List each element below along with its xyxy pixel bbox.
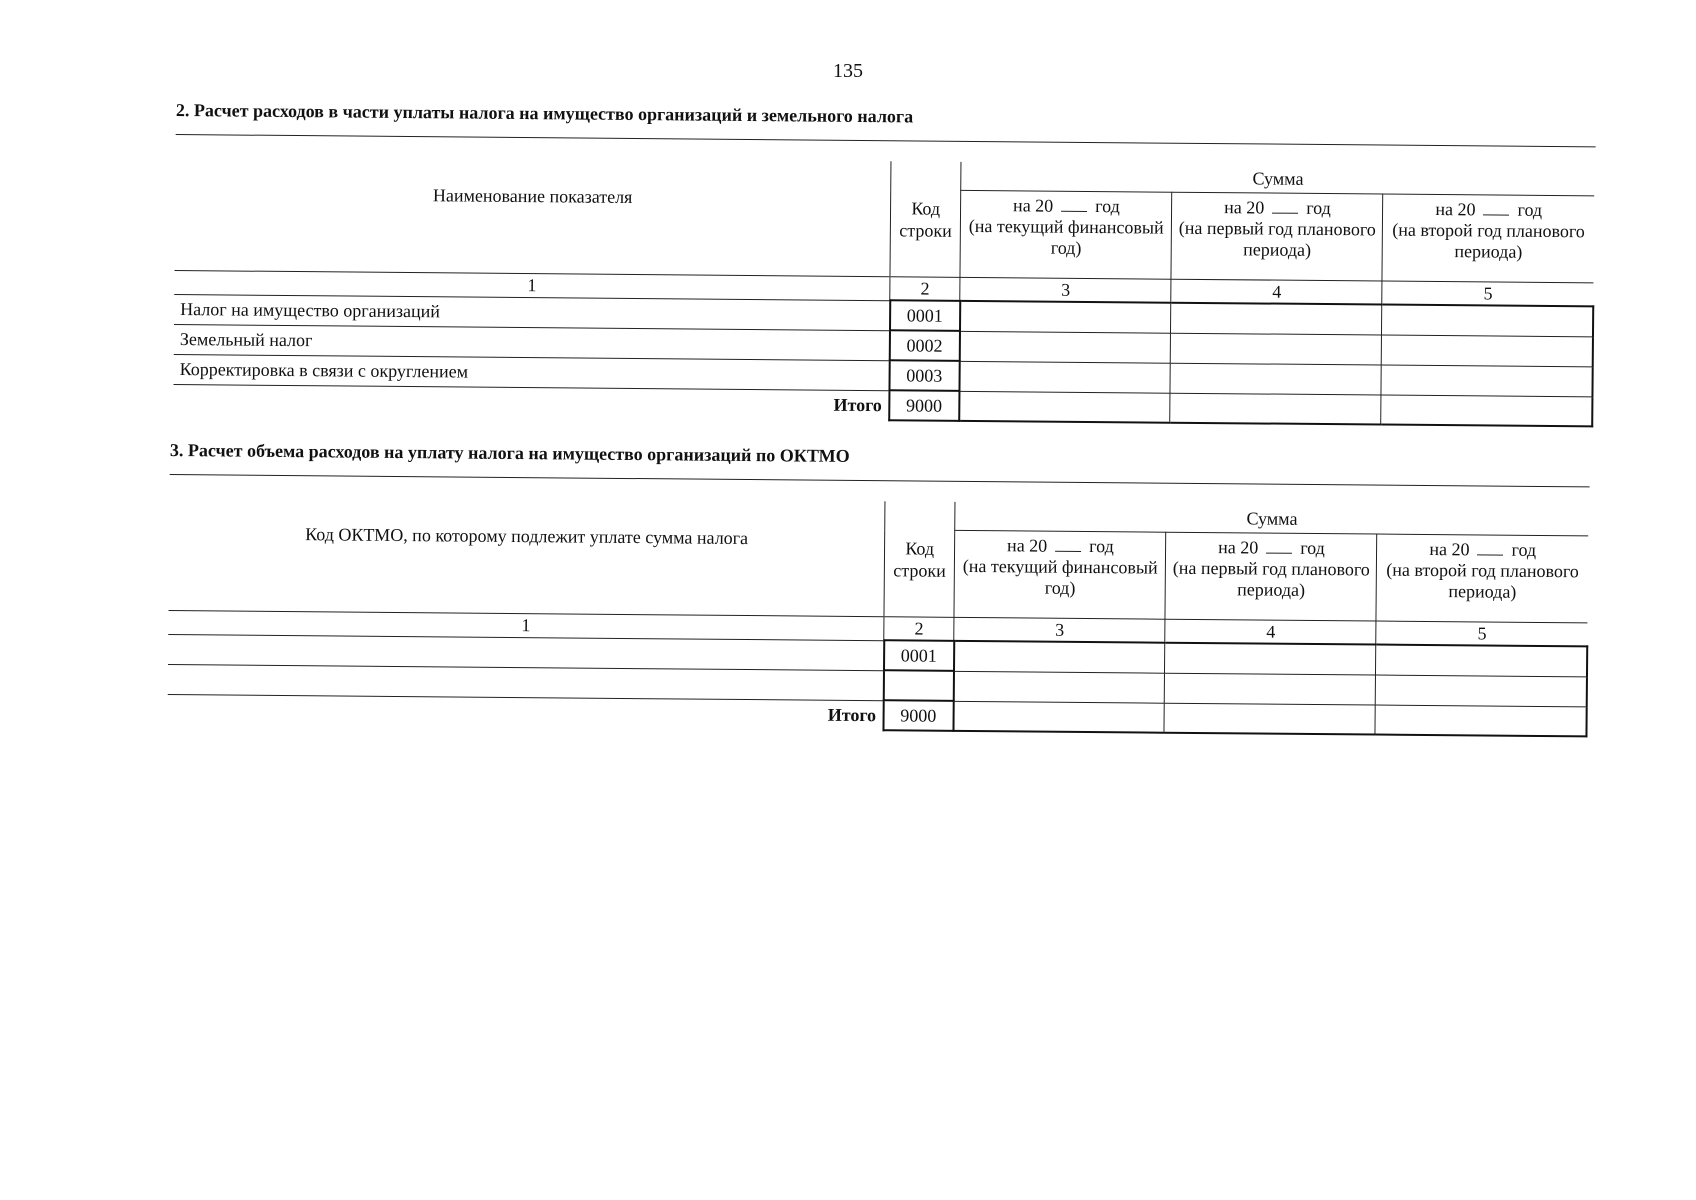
year-suffix: год [1300, 537, 1325, 559]
value-cell[interactable] [1376, 645, 1587, 677]
year-note: (на второй год планового периода) [1386, 559, 1579, 602]
total-value-cell[interactable] [953, 701, 1164, 733]
value-cell[interactable] [1381, 365, 1592, 397]
column-number: 5 [1382, 281, 1593, 306]
total-value-cell[interactable] [959, 391, 1170, 423]
row-code: 0003 [889, 360, 960, 391]
header-indicator-name: Наименование показателя [174, 155, 890, 277]
year-prefix: на 20 [1013, 195, 1054, 216]
year-prefix: на 20 [1429, 538, 1470, 560]
header-year-plan-2 [1376, 534, 1588, 623]
total-code: 9000 [883, 700, 954, 731]
year-prefix: на 20 [1435, 198, 1476, 220]
column-number: 5 [1376, 621, 1587, 646]
header-year-plan-1 [1171, 192, 1383, 281]
year-note: (на первый год планового периода) [1172, 557, 1370, 600]
year-suffix: год [1089, 536, 1114, 557]
year-note: (на первый год планового периода) [1178, 217, 1376, 260]
column-number: 4 [1165, 619, 1376, 644]
value-cell[interactable] [959, 361, 1170, 393]
header-row-code: Код строки [884, 501, 955, 617]
value-cell[interactable] [954, 641, 1165, 673]
header-row-code: Код строки [890, 161, 961, 277]
section-title: 3. Расчет объема расходов на уплату налога на имущество организаций по ОКТМО [170, 438, 1590, 487]
row-label: Корректировка в связи с округлением [174, 354, 890, 390]
header-year-plan-2 [1382, 194, 1594, 283]
section-title: 2. Расчет расходов в части уплаты налога на имущество организаций и земельного налога [176, 98, 1596, 147]
value-cell[interactable] [1382, 335, 1593, 367]
row-code: 0001 [890, 300, 961, 331]
value-cell[interactable] [954, 671, 1165, 703]
column-number: 1 [168, 610, 884, 640]
column-number: 3 [960, 277, 1171, 302]
year-suffix: год [1095, 196, 1120, 217]
year-suffix: год [1517, 199, 1543, 220]
total-label: Итого [827, 704, 877, 725]
total-value-cell[interactable] [1164, 703, 1375, 735]
value-cell[interactable] [1171, 333, 1382, 365]
year-suffix: год [1511, 539, 1537, 560]
column-number: 1 [174, 270, 890, 300]
total-value-cell[interactable] [1170, 393, 1381, 425]
header-year-current [954, 530, 1166, 619]
tax-calculation-table [173, 155, 1595, 427]
year-blank [1266, 541, 1292, 554]
year-blank [1055, 539, 1081, 552]
column-number: 4 [1171, 279, 1382, 304]
value-cell[interactable] [1382, 305, 1593, 337]
value-cell[interactable] [1165, 673, 1376, 705]
year-prefix: на 20 [1218, 537, 1259, 558]
row-code: 0002 [889, 330, 960, 361]
section-property-land-tax [173, 98, 1596, 427]
value-cell[interactable] [1165, 643, 1376, 675]
year-note: (на текущий финансовый год) [962, 555, 1158, 598]
year-blank [1484, 202, 1510, 215]
year-blank [1272, 201, 1298, 214]
year-note: (на второй год планового периода) [1392, 219, 1585, 262]
header-year-plan-1 [1165, 532, 1377, 621]
row-code: 0001 [884, 640, 955, 671]
section-oktmo-tax [167, 438, 1589, 737]
value-cell[interactable] [1170, 363, 1381, 395]
year-blank [1061, 199, 1087, 212]
row-label: Земельный налог [174, 324, 890, 360]
year-blank [1478, 542, 1504, 555]
header-sum: Сумма [955, 502, 1588, 536]
column-number: 2 [884, 617, 955, 641]
row-label: Налог на имущество организаций [174, 294, 890, 330]
year-suffix: год [1306, 197, 1331, 219]
header-oktmo-code: Код ОКТМО, по которому подлежит уплате сумма налога [168, 495, 884, 617]
total-label: Итого [833, 394, 882, 415]
header-sum: Сумма [961, 162, 1594, 196]
value-cell[interactable] [1376, 675, 1587, 707]
total-value-cell[interactable] [1381, 395, 1592, 427]
year-prefix: на 20 [1007, 535, 1048, 556]
column-number: 2 [890, 277, 961, 301]
total-code: 9000 [889, 390, 960, 421]
total-value-cell[interactable] [1375, 705, 1586, 737]
year-note: (на текущий финансовый год) [968, 215, 1164, 258]
value-cell[interactable] [1171, 303, 1382, 335]
row-code [883, 670, 954, 701]
column-number: 3 [954, 617, 1165, 642]
value-cell[interactable] [960, 331, 1171, 363]
value-cell[interactable] [960, 301, 1171, 333]
oktmo-calculation-table [167, 495, 1589, 737]
year-prefix: на 20 [1224, 197, 1265, 218]
header-year-current [960, 190, 1172, 279]
page-number: 135 [833, 60, 863, 82]
